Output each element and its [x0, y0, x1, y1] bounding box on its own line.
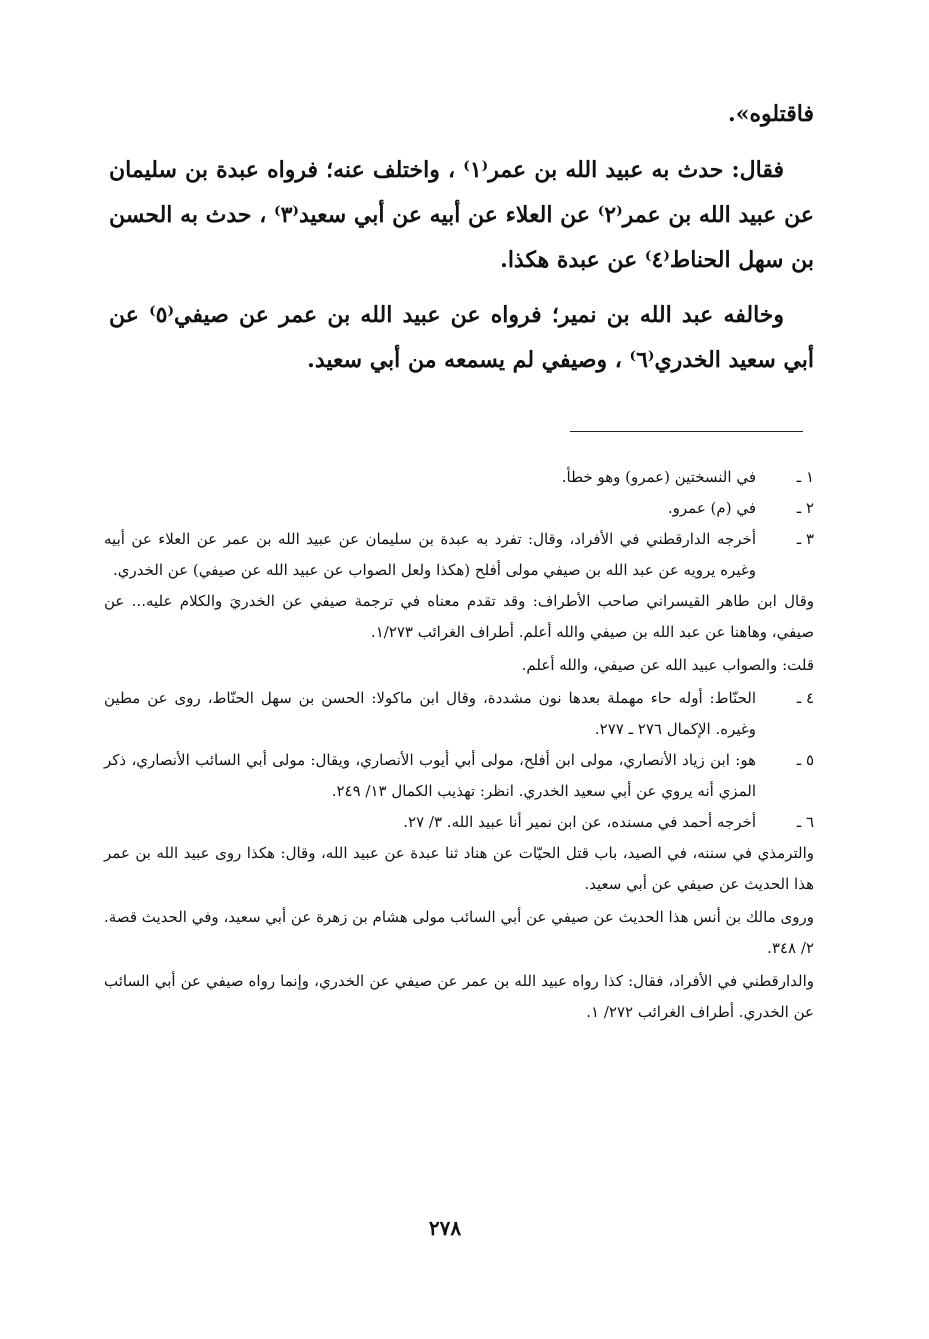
footnote-separator	[570, 431, 803, 432]
text-line: فاقتلوه».	[728, 101, 814, 127]
main-text-line	[109, 92, 814, 137]
footnote-6-continuation	[104, 902, 814, 964]
footnote-text: هو: ابن زياد الأنصاري، مولى ابن أفلح، مولى أبي أيوب الأنصاري، ويقال: مولى أبي السائب الأنصاري، ذكر المزي أنه يروي عن أبي سعيد الخدري. انظر: تهذيب الكمال ١٣/ ٢٤٩.	[104, 751, 756, 800]
footnote-number: ٥ ـ	[796, 751, 814, 769]
footnote-text: والترمذي في سننه، في الصيد، باب قتل الحيّات عن هناد ثنا عبدة عن عبيد الله، وقال: هكذا روى عبيد الله بن عمر هذا الحديث عن صيفي عن أبي سعيد.	[104, 844, 814, 893]
footnote-text: أخرجه أحمد في مسنده، عن ابن نمير أنا عبيد الله. ٣/ ٢٧.	[403, 813, 756, 831]
footnote-number: ٤ ـ	[796, 689, 814, 707]
paragraph-text: فقال: حدث به عبيد الله بن عمر⁽١⁾ ، واختلف عنه؛ فرواه عبدة بن سليمان عن عبيد الله بن عمر⁽٢⁾ عن العلاء عن أبيه عن أبي سعيد⁽٣⁾ ، حدث به الحسن بن سهل الحناط⁽٤⁾ عن عبدة هكذا.	[109, 157, 814, 273]
footnote-6-continuation	[104, 838, 814, 900]
footnotes	[104, 462, 814, 1030]
main-paragraph-2	[109, 293, 814, 383]
footnote-text: أخرجه الدارقطني في الأفراد، وقال: تفرد به عبدة بن سليمان عن عبيد الله بن عمر عن العلاء عن أبيه وغيره يرويه عن عبد الله بن صيفي مولى أفلح (هكذا ولعل الصواب عن عبيد الله عن صيفي) عن الخدري.	[104, 530, 756, 579]
paragraph-text: وخالفه عبد الله بن نمير؛ فرواه عن عبيد الله بن عمر عن صيفي⁽٥⁾ عن أبي سعيد الخدري⁽٦⁾ ، وصيفي لم يسمعه من أبي سعيد.	[109, 302, 814, 373]
footnote-number: ٢ ـ	[796, 499, 814, 517]
footnote-text: في النسختين (عمرو) وهو خطأ.	[561, 468, 756, 486]
footnote-6-continuation	[104, 966, 814, 1028]
footnote-text: الحنّاط: أوله حاء مهملة بعدها نون مشددة، وقال ابن ماكولا: الحسن بن سهل الحنّاط، روى عن مطين وغيره. الإكمال ٢٧٦ ـ ٢٧٧.	[104, 689, 756, 738]
page-number: ٢٧٨	[428, 1216, 462, 1240]
footnote-number: ٣ ـ	[796, 530, 814, 548]
footnote-6	[104, 807, 814, 838]
footnote-5	[104, 745, 814, 807]
footnote-text: والدارقطني في الأفراد، فقال: كذا رواه عبيد الله بن عمر عن صيفي عن الخدري، وإنما رواه صيفي عن أبي السائب عن الخدري. أطراف الغرائب ٢٧٢/ ١.	[104, 972, 814, 1021]
footnote-number: ٦ ـ	[796, 813, 814, 831]
footnote-number: ١ ـ	[796, 468, 814, 486]
footnote-3-continuation	[104, 650, 814, 681]
footnote-text: في (م) عمرو.	[667, 499, 756, 517]
footnote-2	[104, 493, 814, 524]
footnote-text: قلت: والصواب عبيد الله عن صيفي، والله أعلم.	[521, 656, 814, 674]
footnote-text: وقال ابن طاهر القيسراني صاحب الأطراف: وقد تقدم معناه في ترجمة صيفي عن الخدريَ والكلام عليه... عن صيفي، وهاهنا عن عبد الله بن صيفي والله أعلم. أطراف الغرائب ١/٢٧٣.	[104, 592, 814, 641]
footnote-3-continuation	[104, 586, 814, 648]
main-paragraph-1	[109, 148, 814, 283]
footnote-4	[104, 683, 814, 745]
footnote-3	[104, 524, 814, 586]
footnote-text: وروى مالك بن أنس هذا الحديث عن صيفي عن أبي السائب مولى هشام بن زهرة عن أبي سعيد، وفي الحديث قصة. ٢/ ٣٤٨.	[104, 908, 814, 957]
footnote-1	[104, 462, 814, 493]
